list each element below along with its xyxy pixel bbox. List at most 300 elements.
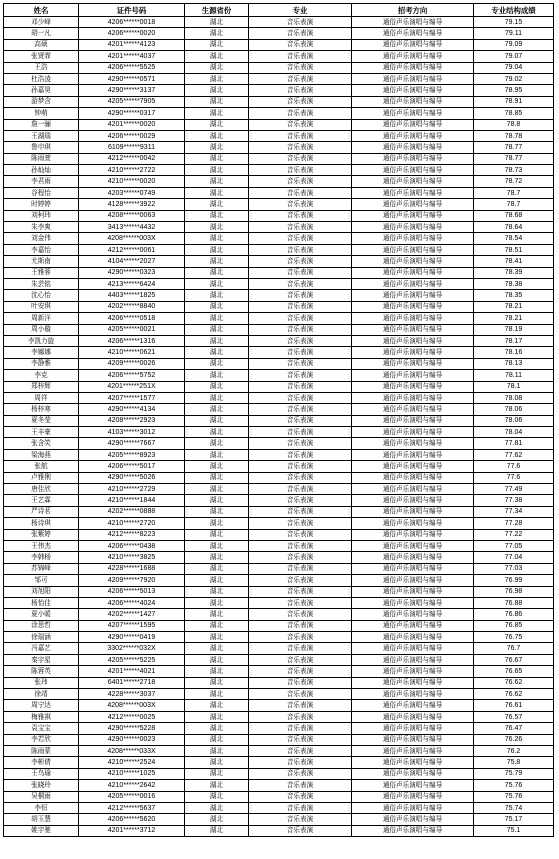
cell-id-number: 4213******6424 (79, 278, 185, 289)
cell-score: 75.76 (474, 791, 554, 802)
cell-province: 湖北 (185, 677, 249, 688)
cell-name: 姚宇驰 (4, 825, 79, 836)
cell-id-number: 4210******0020 (79, 176, 185, 187)
cell-province: 湖北 (185, 210, 249, 221)
cell-direction: 通俗声乐演唱与编导 (352, 677, 474, 688)
cell-score: 78.38 (474, 278, 554, 289)
cell-direction: 通俗声乐演唱与编导 (352, 780, 474, 791)
cell-province: 湖北 (185, 404, 249, 415)
cell-id-number: 4290******4134 (79, 404, 185, 415)
cell-direction: 通俗声乐演唱与编导 (352, 256, 474, 267)
cell-name: 陈雨萱 (4, 153, 79, 164)
cell-score: 77.6 (474, 472, 554, 483)
cell-province: 湖北 (185, 256, 249, 267)
cell-direction: 通俗声乐演唱与编导 (352, 267, 474, 278)
table-row (4, 802, 554, 813)
table-row (4, 62, 554, 73)
cell-name: 尤斯南 (4, 256, 79, 267)
cell-province: 湖北 (185, 119, 249, 130)
cell-id-number: 4205******8923 (79, 449, 185, 460)
cell-name: 陈蓉英 (4, 666, 79, 677)
cell-major: 音乐表演 (249, 73, 352, 84)
cell-direction: 通俗声乐演唱与编导 (352, 301, 474, 312)
cell-province: 湖北 (185, 620, 249, 631)
cell-score: 79.11 (474, 28, 554, 39)
cell-name: 李韩杨 (4, 552, 79, 563)
cell-name: 李彬倩 (4, 757, 79, 768)
cell-major: 音乐表演 (249, 17, 352, 28)
cell-major: 音乐表演 (249, 586, 352, 597)
cell-major: 音乐表演 (249, 108, 352, 119)
cell-name: 张贤霏 (4, 51, 79, 62)
cell-direction: 通俗声乐演唱与编导 (352, 222, 474, 233)
cell-score: 75.1 (474, 825, 554, 836)
table-row (4, 632, 554, 643)
cell-direction: 通俗声乐演唱与编导 (352, 51, 474, 62)
cell-province: 湖北 (185, 335, 249, 346)
cell-major: 音乐表演 (249, 28, 352, 39)
cell-name: 叶安琪 (4, 301, 79, 312)
cell-id-number: 4206******5525 (79, 62, 185, 73)
cell-province: 湖北 (185, 62, 249, 73)
cell-major: 音乐表演 (249, 700, 352, 711)
cell-direction: 通俗声乐演唱与编导 (352, 347, 474, 358)
cell-major: 音乐表演 (249, 404, 352, 415)
cell-id-number: 4290******5026 (79, 472, 185, 483)
cell-major: 音乐表演 (249, 381, 352, 392)
table-row (4, 825, 554, 836)
cell-score: 77.81 (474, 438, 554, 449)
table-row (4, 666, 554, 677)
cell-name: 刘旭阳 (4, 586, 79, 597)
cell-id-number: 4206******0018 (79, 17, 185, 28)
cell-id-number: 4210******2729 (79, 484, 185, 495)
cell-province: 湖北 (185, 746, 249, 757)
cell-province: 湖北 (185, 689, 249, 700)
cell-name: 周宁达 (4, 700, 79, 711)
cell-province: 湖北 (185, 130, 249, 141)
cell-name: 胡一凡 (4, 28, 79, 39)
cell-direction: 通俗声乐演唱与编导 (352, 597, 474, 608)
cell-province: 湖北 (185, 757, 249, 768)
cell-score: 77.62 (474, 449, 554, 460)
cell-id-number: 4128******3922 (79, 199, 185, 210)
cell-province: 湖北 (185, 153, 249, 164)
cell-direction: 通俗声乐演唱与编导 (352, 233, 474, 244)
cell-direction: 通俗声乐演唱与编导 (352, 370, 474, 381)
cell-direction: 通俗声乐演唱与编导 (352, 142, 474, 153)
cell-id-number: 4201******4037 (79, 51, 185, 62)
cell-direction: 通俗声乐演唱与编导 (352, 609, 474, 620)
cell-name: 朱芸铭 (4, 278, 79, 289)
cell-score: 76.88 (474, 597, 554, 608)
cell-id-number: 3302******032X (79, 643, 185, 654)
cell-name: 严诗茗 (4, 506, 79, 517)
cell-direction: 通俗声乐演唱与编导 (352, 495, 474, 506)
cell-major: 音乐表演 (249, 643, 352, 654)
cell-score: 76.65 (474, 666, 554, 677)
cell-province: 湖北 (185, 142, 249, 153)
cell-province: 湖北 (185, 643, 249, 654)
cell-province: 湖北 (185, 666, 249, 677)
cell-province: 湖北 (185, 814, 249, 825)
table-row (4, 449, 554, 460)
cell-id-number: 4212******0042 (79, 153, 185, 164)
cell-score: 78.72 (474, 176, 554, 187)
cell-major: 音乐表演 (249, 427, 352, 438)
cell-id-number: 4206******5752 (79, 370, 185, 381)
cell-major: 音乐表演 (249, 575, 352, 586)
cell-major: 音乐表演 (249, 290, 352, 301)
cell-score: 75.8 (474, 757, 554, 768)
cell-major: 音乐表演 (249, 415, 352, 426)
cell-province: 湖北 (185, 586, 249, 597)
cell-score: 76.26 (474, 734, 554, 745)
cell-province: 湖北 (185, 187, 249, 198)
cell-id-number: 6109******9311 (79, 142, 185, 153)
cell-score: 78.35 (474, 290, 554, 301)
cell-direction: 通俗声乐演唱与编导 (352, 825, 474, 836)
cell-direction: 通俗声乐演唱与编导 (352, 484, 474, 495)
cell-score: 78.64 (474, 222, 554, 233)
table-row (4, 643, 554, 654)
cell-score: 78.04 (474, 427, 554, 438)
table-row (4, 301, 554, 312)
cell-direction: 通俗声乐演唱与编导 (352, 518, 474, 529)
cell-id-number: 4201******0020 (79, 119, 185, 130)
table-row (4, 153, 554, 164)
cell-score: 78.21 (474, 301, 554, 312)
cell-id-number: 4202******0888 (79, 506, 185, 517)
cell-direction: 通俗声乐演唱与编导 (352, 62, 474, 73)
cell-major: 音乐表演 (249, 96, 352, 107)
table-row (4, 540, 554, 551)
cell-score: 75.74 (474, 802, 554, 813)
cell-id-number: 4201******3712 (79, 825, 185, 836)
table-row (4, 609, 554, 620)
cell-score: 77.05 (474, 540, 554, 551)
table-row (4, 427, 554, 438)
cell-name: 张航 (4, 461, 79, 472)
cell-major: 音乐表演 (249, 335, 352, 346)
cell-id-number: 4201******4021 (79, 666, 185, 677)
cell-id-number: 4206******0029 (79, 130, 185, 141)
cell-direction: 通俗声乐演唱与编导 (352, 689, 474, 700)
table-row (4, 278, 554, 289)
table-row (4, 495, 554, 506)
cell-name: 孙嘉昊 (4, 85, 79, 96)
cell-score: 76.47 (474, 723, 554, 734)
cell-major: 音乐表演 (249, 746, 352, 757)
cell-score: 76.2 (474, 746, 554, 757)
cell-province: 湖北 (185, 199, 249, 210)
cell-score: 78.21 (474, 313, 554, 324)
cell-province: 湖北 (185, 597, 249, 608)
table-row (4, 392, 554, 403)
cell-id-number: 4208******003X (79, 233, 185, 244)
table-row (4, 210, 554, 221)
cell-direction: 通俗声乐演唱与编导 (352, 575, 474, 586)
cell-major: 音乐表演 (249, 51, 352, 62)
cell-major: 音乐表演 (249, 210, 352, 221)
cell-major: 音乐表演 (249, 632, 352, 643)
cell-name: 刘金伟 (4, 233, 79, 244)
table-row (4, 620, 554, 631)
cell-direction: 通俗声乐演唱与编导 (352, 757, 474, 768)
table-row (4, 723, 554, 734)
cell-id-number: 4290******0317 (79, 108, 185, 119)
table-row (4, 768, 554, 779)
cell-province: 湖北 (185, 518, 249, 529)
cell-score: 78.17 (474, 335, 554, 346)
cell-province: 湖北 (185, 734, 249, 745)
cell-major: 音乐表演 (249, 256, 352, 267)
cell-id-number: 4290******0323 (79, 267, 185, 278)
cell-direction: 通俗声乐演唱与编导 (352, 244, 474, 255)
cell-direction: 通俗声乐演唱与编导 (352, 165, 474, 176)
table-row (4, 552, 554, 563)
cell-direction: 通俗声乐演唱与编导 (352, 17, 474, 28)
cell-province: 湖北 (185, 529, 249, 540)
cell-province: 湖北 (185, 632, 249, 643)
table-row (4, 142, 554, 153)
cell-id-number: 4209******0026 (79, 358, 185, 369)
cell-score: 77.28 (474, 518, 554, 529)
cell-major: 音乐表演 (249, 278, 352, 289)
table-row (4, 119, 554, 130)
cell-direction: 通俗声乐演唱与编导 (352, 130, 474, 141)
cell-score: 75.76 (474, 780, 554, 791)
cell-id-number: 4210******1844 (79, 495, 185, 506)
table-row (4, 347, 554, 358)
cell-major: 音乐表演 (249, 324, 352, 335)
cell-id-number: 4290******0023 (79, 734, 185, 745)
cell-id-number: 4206******5017 (79, 461, 185, 472)
cell-province: 湖北 (185, 28, 249, 39)
cell-score: 77.38 (474, 495, 554, 506)
cell-direction: 通俗声乐演唱与编导 (352, 586, 474, 597)
cell-id-number: 4206******0438 (79, 540, 185, 551)
cell-major: 音乐表演 (249, 244, 352, 255)
cell-direction: 通俗声乐演唱与编导 (352, 768, 474, 779)
table-row (4, 734, 554, 745)
cell-name: 时婷婷 (4, 199, 79, 210)
cell-major: 音乐表演 (249, 495, 352, 506)
cell-major: 音乐表演 (249, 654, 352, 665)
table-row (4, 165, 554, 176)
cell-direction: 通俗声乐演唱与编导 (352, 153, 474, 164)
header-province: 生源省份 (185, 4, 249, 17)
cell-direction: 通俗声乐演唱与编导 (352, 472, 474, 483)
table-row (4, 358, 554, 369)
cell-province: 湖北 (185, 278, 249, 289)
cell-major: 音乐表演 (249, 518, 352, 529)
cell-score: 78.39 (474, 267, 554, 278)
cell-score: 79.07 (474, 51, 554, 62)
table-row (4, 233, 554, 244)
cell-major: 音乐表演 (249, 461, 352, 472)
cell-score: 78.13 (474, 358, 554, 369)
cell-province: 湖北 (185, 51, 249, 62)
cell-name: 李恒 (4, 802, 79, 813)
table-row (4, 51, 554, 62)
table-row (4, 290, 554, 301)
cell-name: 张紫婷 (4, 529, 79, 540)
cell-major: 音乐表演 (249, 358, 352, 369)
cell-direction: 通俗声乐演唱与编导 (352, 700, 474, 711)
cell-direction: 通俗声乐演唱与编导 (352, 711, 474, 722)
cell-direction: 通俗声乐演唱与编导 (352, 723, 474, 734)
cell-id-number: 4208******003X (79, 700, 185, 711)
cell-major: 音乐表演 (249, 563, 352, 574)
cell-major: 音乐表演 (249, 791, 352, 802)
cell-name: 王浩 (4, 62, 79, 73)
table-row (4, 404, 554, 415)
cell-score: 77.34 (474, 506, 554, 517)
cell-major: 音乐表演 (249, 734, 352, 745)
cell-score: 78.95 (474, 85, 554, 96)
cell-major: 音乐表演 (249, 142, 352, 153)
cell-province: 湖北 (185, 108, 249, 119)
cell-direction: 通俗声乐演唱与编导 (352, 563, 474, 574)
cell-province: 湖北 (185, 825, 249, 836)
cell-province: 湖北 (185, 222, 249, 233)
cell-score: 78.68 (474, 210, 554, 221)
cell-province: 湖北 (185, 472, 249, 483)
table-row (4, 746, 554, 757)
cell-province: 湖北 (185, 654, 249, 665)
cell-major: 音乐表演 (249, 780, 352, 791)
cell-id-number: 4403******1825 (79, 290, 185, 301)
cell-major: 音乐表演 (249, 62, 352, 73)
cell-major: 音乐表演 (249, 757, 352, 768)
cell-direction: 通俗声乐演唱与编导 (352, 73, 474, 84)
cell-score: 77.03 (474, 563, 554, 574)
cell-major: 音乐表演 (249, 484, 352, 495)
cell-province: 湖北 (185, 347, 249, 358)
cell-name: 李君雨 (4, 176, 79, 187)
table-row (4, 370, 554, 381)
cell-province: 湖北 (185, 165, 249, 176)
cell-name: 邹可 (4, 575, 79, 586)
cell-score: 75.79 (474, 768, 554, 779)
table-row (4, 176, 554, 187)
cell-major: 音乐表演 (249, 153, 352, 164)
cell-province: 湖北 (185, 17, 249, 28)
cell-major: 音乐表演 (249, 529, 352, 540)
table-row (4, 222, 554, 233)
cell-major: 音乐表演 (249, 39, 352, 50)
cell-direction: 通俗声乐演唱与编导 (352, 814, 474, 825)
table-row (4, 711, 554, 722)
cell-score: 77.04 (474, 552, 554, 563)
table-row (4, 17, 554, 28)
table-row (4, 244, 554, 255)
cell-province: 湖北 (185, 267, 249, 278)
cell-name: 王雅蓉 (4, 267, 79, 278)
cell-score: 78.7 (474, 199, 554, 210)
cell-province: 湖北 (185, 723, 249, 734)
cell-province: 湖北 (185, 85, 249, 96)
cell-id-number: 4208******0063 (79, 210, 185, 221)
cell-score: 76.67 (474, 654, 554, 665)
cell-province: 湖北 (185, 791, 249, 802)
table-row (4, 654, 554, 665)
table-row (4, 484, 554, 495)
cell-province: 湖北 (185, 392, 249, 403)
table-row (4, 335, 554, 346)
cell-name: 李静雅 (4, 358, 79, 369)
cell-province: 湖北 (185, 244, 249, 255)
cell-id-number: 4207******1577 (79, 392, 185, 403)
table-row (4, 187, 554, 198)
cell-name: 王丰豪 (4, 427, 79, 438)
cell-id-number: 4208******2923 (79, 415, 185, 426)
cell-direction: 通俗声乐演唱与编导 (352, 654, 474, 665)
cell-direction: 通俗声乐演唱与编导 (352, 39, 474, 50)
cell-name: 李娜娜 (4, 347, 79, 358)
cell-direction: 通俗声乐演唱与编导 (352, 119, 474, 130)
cell-id-number: 4212******0025 (79, 711, 185, 722)
cell-major: 音乐表演 (249, 814, 352, 825)
cell-direction: 通俗声乐演唱与编导 (352, 791, 474, 802)
cell-direction: 通俗声乐演唱与编导 (352, 96, 474, 107)
cell-province: 湖北 (185, 427, 249, 438)
cell-name: 杨梓寒 (4, 404, 79, 415)
table-row (4, 267, 554, 278)
cell-name: 唐佳欣 (4, 484, 79, 495)
header-major: 专业 (249, 4, 352, 17)
cell-name: 沈心怡 (4, 290, 79, 301)
table-row (4, 757, 554, 768)
cell-score: 78.06 (474, 415, 554, 426)
cell-province: 湖北 (185, 540, 249, 551)
cell-province: 湖北 (185, 290, 249, 301)
cell-province: 湖北 (185, 609, 249, 620)
cell-name: 梁海燕 (4, 449, 79, 460)
cell-province: 湖北 (185, 780, 249, 791)
cell-major: 音乐表演 (249, 370, 352, 381)
table-row (4, 85, 554, 96)
cell-direction: 通俗声乐演唱与编导 (352, 404, 474, 415)
table-row (4, 96, 554, 107)
cell-id-number: 4290******7667 (79, 438, 185, 449)
cell-major: 音乐表演 (249, 165, 352, 176)
cell-direction: 通俗声乐演唱与编导 (352, 666, 474, 677)
cell-province: 湖北 (185, 449, 249, 460)
cell-id-number: 4206******0020 (79, 28, 185, 39)
cell-major: 音乐表演 (249, 313, 352, 324)
cell-province: 湖北 (185, 711, 249, 722)
cell-province: 湖北 (185, 39, 249, 50)
cell-score: 78.77 (474, 153, 554, 164)
cell-name: 张晓玲 (4, 780, 79, 791)
cell-province: 湖北 (185, 415, 249, 426)
cell-id-number: 4210******2642 (79, 780, 185, 791)
cell-province: 湖北 (185, 381, 249, 392)
table-row (4, 529, 554, 540)
cell-name: 周小璇 (4, 324, 79, 335)
header-direction: 招考方向 (352, 4, 474, 17)
cell-id-number: 4203******0749 (79, 187, 185, 198)
cell-major: 音乐表演 (249, 392, 352, 403)
cell-name: 邓少峰 (4, 17, 79, 28)
cell-direction: 通俗声乐演唱与编导 (352, 210, 474, 221)
table-row (4, 313, 554, 324)
cell-name: 周祥 (4, 392, 79, 403)
cell-province: 湖北 (185, 233, 249, 244)
cell-province: 湖北 (185, 438, 249, 449)
